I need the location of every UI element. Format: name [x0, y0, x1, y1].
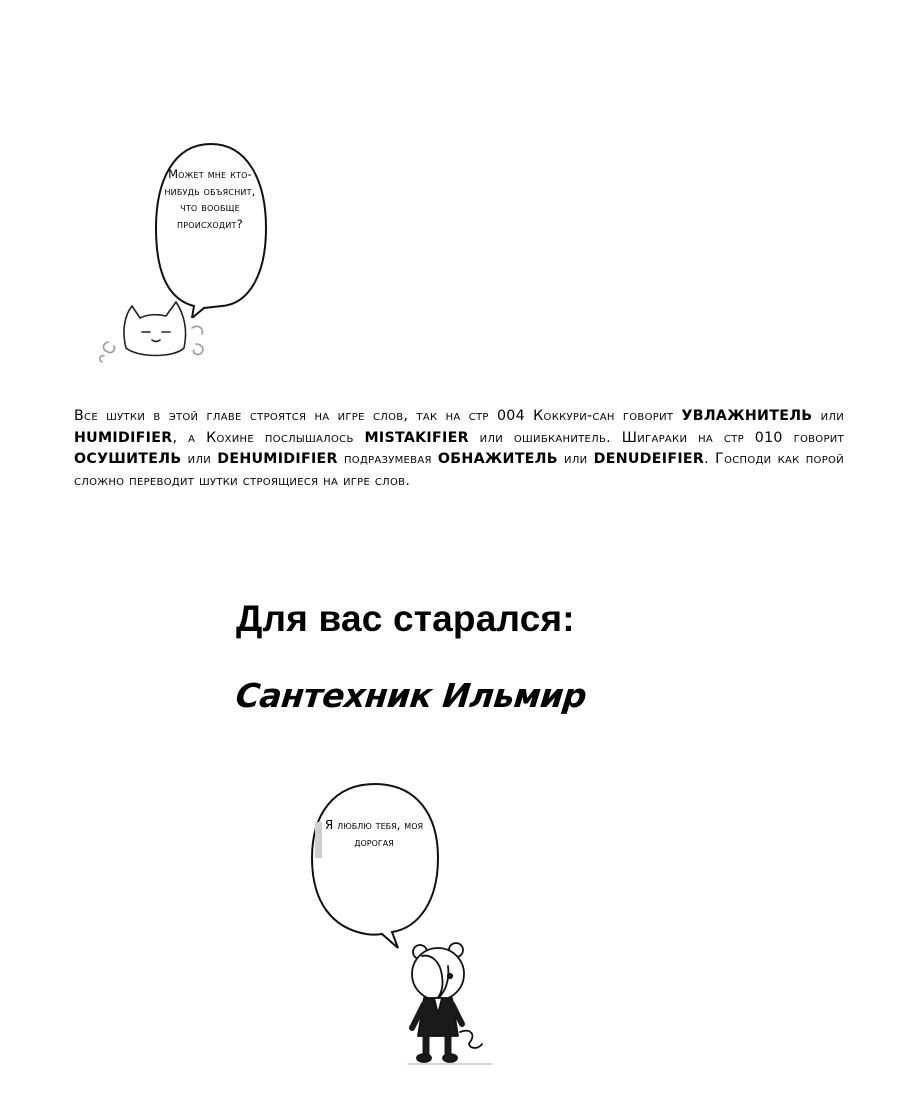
note-text: , а Кохине послышалось	[172, 429, 365, 446]
note-word: ОБНАЖИТЕЛЬ	[437, 451, 558, 467]
note-text: Все шутки в этой главе строятся на игре слов, так на стр 004 Коккури-сан говорит	[74, 408, 682, 424]
note-text: или ошибканитель. Шигараки на стр 010 говорит	[468, 429, 844, 446]
note-word: ОСУШИТЕЛЬ	[74, 451, 182, 467]
credits-heading: Для вас старался:	[236, 598, 575, 639]
note-word: УВЛАЖНИТЕЛЬ	[681, 408, 813, 424]
credits-name: Сантехник Ильмир	[233, 676, 589, 715]
note-text: или	[181, 451, 218, 467]
cat-face-icon	[96, 292, 216, 366]
translator-note	[74, 406, 844, 492]
note-word: HUMIDIFIER	[74, 429, 173, 446]
speech-bubble-top-text: Может мне кто-нибудь объяснит, что вообще происходит?	[164, 167, 256, 231]
speech-bubble-bottom	[306, 778, 444, 950]
note-word: MISTAKIFIER	[364, 429, 469, 446]
note-text: . Господи как порой сложно переводит шутки строящиеся на игре слов.	[74, 451, 845, 489]
speech-bubble-bottom-text: Я люблю тебя, моя дорогая	[324, 818, 424, 849]
note-text: или	[557, 451, 594, 467]
character-in-suit-icon	[396, 936, 508, 1068]
note-text: или	[812, 408, 844, 424]
note-word: DEHUMIDIFIER	[217, 451, 338, 467]
note-text: подразумевая	[337, 451, 438, 467]
note-word: DENUDEIFIER	[593, 451, 705, 467]
